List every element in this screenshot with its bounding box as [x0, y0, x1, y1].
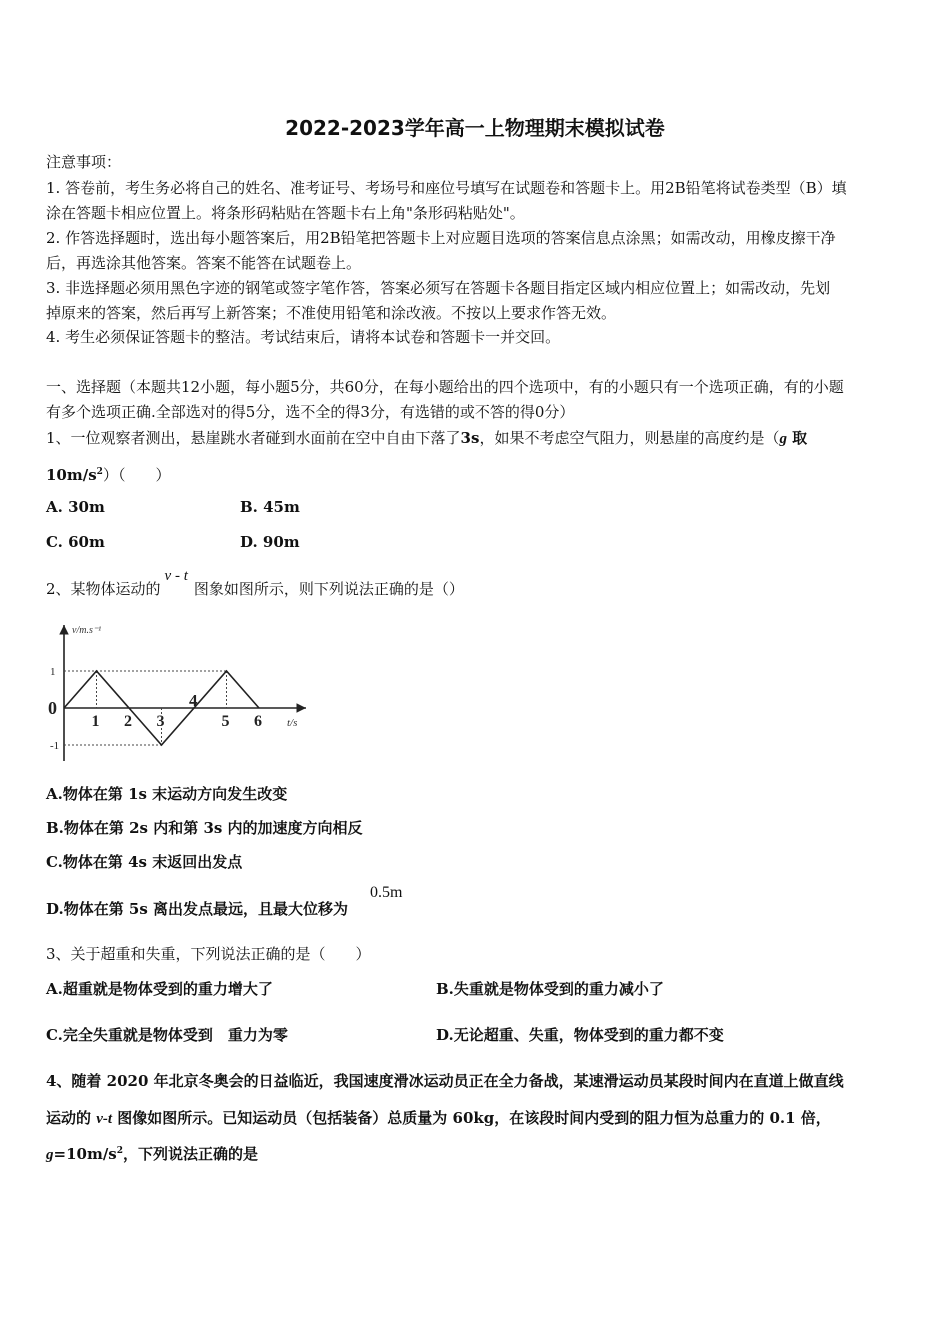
q3-option-b: B.失重就是物体受到的重力减小了: [436, 980, 664, 998]
x-tick-label: 3: [156, 713, 165, 730]
q4-g-exponent: 2: [116, 1146, 124, 1156]
q1-option-d: D. 90m: [240, 533, 300, 551]
q1-stem-end: 取: [786, 429, 808, 447]
q2-stem-suffix: 图象如图所示，则下列说法正确的是（）: [193, 580, 464, 598]
x-tick-label: 1: [91, 713, 100, 730]
q4-g-symbol: g: [46, 1147, 54, 1163]
section-intro-line-2: 有多个选项正确.全部选对的得5分，选不全的得3分，有选错的或不答的得0分）: [46, 403, 575, 421]
q2-option-a: A.物体在第 1s 末运动方向发生改变: [46, 785, 288, 803]
x-tick-label: 2: [124, 713, 132, 730]
q3-option-d: D.无论超重、失重，物体受到的重力都不变: [436, 1026, 724, 1044]
notice-line-5: 3. 非选择题必须用黑色字迹的钢笔或签字笔作答，答案必须写在答题卡各题目指定区域内相应位置上；如需改动，先划: [46, 279, 831, 297]
q4-stem-line-3-end: ，下列说法正确的是: [123, 1145, 259, 1163]
y-tick-label: 0: [48, 698, 57, 718]
y-axis-label: v/m.s⁻¹: [72, 625, 102, 636]
q4-vt-symbol: v-t: [96, 1111, 113, 1127]
y-tick-label: 1: [50, 666, 56, 678]
q3-option-a: A.超重就是物体受到的重力增大了: [46, 980, 273, 998]
q3-stem: 3、关于超重和失重，下列说法正确的是（ ）: [46, 945, 371, 963]
q1-stem-bracket: ）（ ）: [102, 466, 171, 484]
q1-g-symbol: g: [779, 431, 787, 447]
x-tick-label: 4: [189, 691, 198, 710]
q1-stem-line-1: [46, 428, 807, 449]
q2-option-b: B.物体在第 2s 内和第 3s 内的加速度方向相反: [46, 819, 363, 837]
q4-stem-line-3: [46, 1144, 258, 1165]
notice-line-1: 1. 答卷前，考生务必将自己的姓名、准考证号、考场号和座位号填写在试题卷和答题卡上。用2B铅笔将试卷类型（B）填: [46, 179, 847, 197]
q2-vt-symbol: v - t: [164, 568, 188, 584]
notice-line-7: 4. 考生必须保证答题卡的整洁。考试结束后，请将本试卷和答题卡一并交回。: [46, 328, 561, 346]
q4-stem-line-2-a: 运动的: [46, 1109, 97, 1127]
notice-line-6: 掉原来的答案，然后再写上新答案；不准使用铅笔和涂改液。不按以上要求作答无效。: [46, 304, 617, 322]
q2-stem: [46, 568, 464, 600]
vt-graph: [44, 619, 314, 767]
y-tick-label: -1: [50, 740, 60, 752]
q1-option-c: C. 60m: [46, 533, 105, 551]
section-intro-line-1: 一、选择题（本题共12小题，每小题5分，共60分，在每小题给出的四个选项中，有的小题只有一个选项正确，有的小题: [46, 378, 844, 396]
page-title: 2022-2023学年高一上物理期末模拟试卷: [285, 116, 665, 140]
q1-stem-prefix: 1、一位观察者测出，悬崖跳水者碰到水面前在空中自由下落了: [46, 429, 461, 447]
q1-stem-line-2: [46, 465, 170, 485]
q3-option-c: C.完全失重就是物体受到 重力为零: [46, 1026, 288, 1044]
notice-line-2: 涂在答题卡相应位置上。将条形码粘贴在答题卡右上角"条形码粘贴处"。: [46, 204, 525, 222]
q1-time: 3s: [460, 429, 480, 447]
q2-option-c: C.物体在第 4s 末返回出发点: [46, 853, 243, 871]
q4-g-value: =10m/s: [53, 1145, 117, 1163]
x-tick-label: 6: [254, 713, 262, 730]
notice-heading: 注意事项：: [46, 153, 122, 171]
notice-line-4: 后，再选涂其他答案。答案不能答在试题卷上。: [46, 254, 362, 272]
q1-g-exponent: 2: [96, 467, 103, 477]
q2-option-d: D.物体在第 5s 离出发点最远，且最大位移为: [46, 900, 349, 918]
q1-option-b: B. 45m: [240, 498, 300, 516]
q1-stem-mid: ，如果不考虑空气阻力，则悬崖的高度约是（: [479, 429, 780, 447]
q2-option-d-value: 0.5m: [370, 884, 403, 901]
x-axis-label: t/s: [287, 717, 298, 729]
q4-stem-line-2: [46, 1108, 831, 1129]
q4-stem-line-1: 4、随着 2020 年北京冬奥会的日益临近，我国速度滑冰运动员正在全力备战，某速滑运动员某段时间内在直道上做直线: [46, 1072, 844, 1090]
q1-option-a: A. 30m: [46, 498, 105, 516]
q2-stem-prefix: 2、某物体运动的: [46, 580, 161, 598]
x-tick-label: 5: [221, 713, 230, 730]
q4-stem-line-2-b: 图像如图所示。已知运动员（包括装备）总质量为 60kg，在该段时间内受到的阻力恒为总重力的 0.1 倍，: [112, 1109, 831, 1127]
notice-line-3: 2. 作答选择题时，选出每小题答案后，用2B铅笔把答题卡上对应题目选项的答案信息点涂黑；如需改动，用橡皮擦干净: [46, 229, 836, 247]
q1-g-value: 10m/s: [46, 466, 97, 484]
